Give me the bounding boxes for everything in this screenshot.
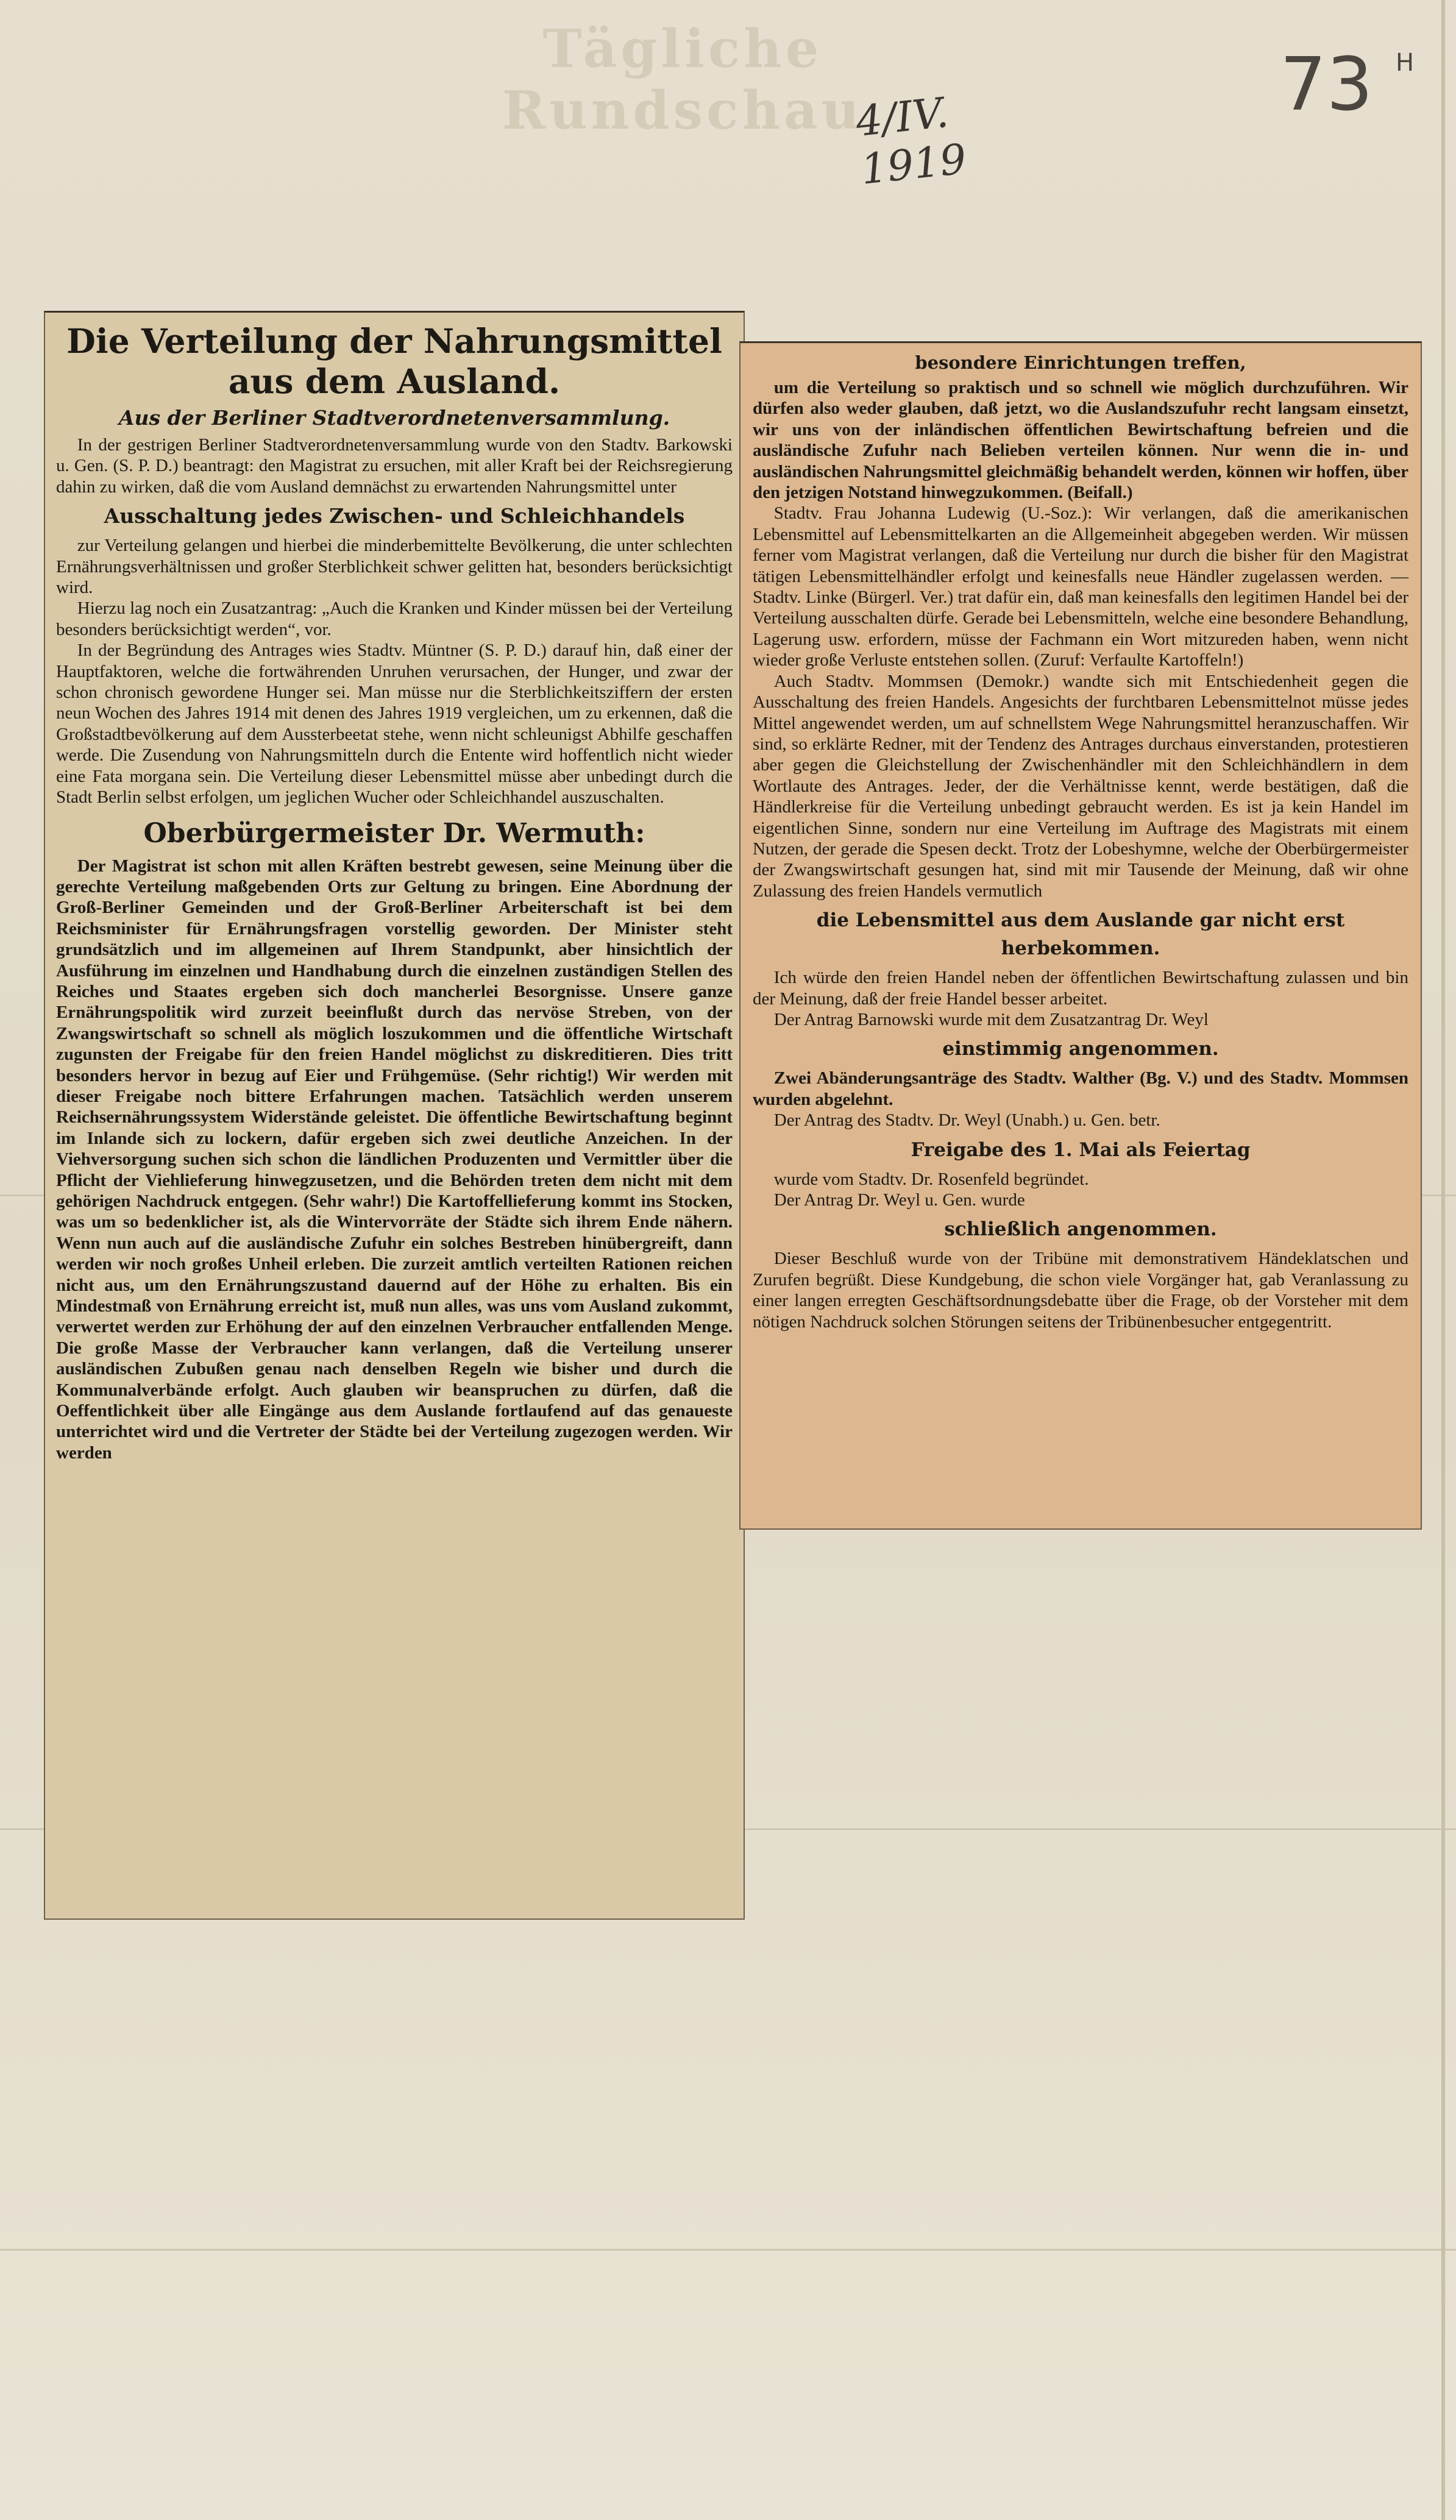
paragraph: Hierzu lag noch ein Zusatzantrag: „Auch die Kranken und Kinder müssen bei der Verteilung besonders berücksichtigt werden“, vor.: [56, 598, 733, 639]
paragraph: In der gestrigen Berliner Stadtverordnetenversammlung wurde von den Stadtv. Barkowski u. Gen. (S. P. D.) beantragt: den Magistrat zu ersuchen, mit aller Kraft bei der Reichsregierung dahin zu wirken, daß die vom Ausland demnächst zu erwartenden Nahrungsmittel unter: [56, 435, 733, 497]
folio-number: 73: [1280, 43, 1373, 127]
interheading: Ausschaltung jedes Zwischen- und Schleichhandels: [104, 504, 685, 528]
folio-superscript: H: [1396, 49, 1415, 77]
continuation-line: besondere Einrichtungen treffen,: [915, 352, 1246, 373]
paragraph: um die Verteilung so praktisch und so schnell wie möglich durchzuführen. Wir dürfen also weder glauben, daß jetzt, wo die Auslandszufuhr recht langsam einsetzt, wir uns von der inländischen öffentlichen Bewirtschaftung befreien und die ausländische Zufuhr nach Belieben verteilen können. Nur wenn die in- und ausländischen Nahrungsmittel gleichmäßig behandelt werden, können wir hoffen, über den jetzigen Notstand hinwegzukommen. (Beifall.): [753, 378, 1408, 503]
newspaper-masthead: Tägliche Rundschau: [502, 18, 864, 141]
section-heading: Oberbürgermeister Dr. Wermuth:: [143, 817, 645, 849]
sheet-edge: [1441, 0, 1445, 2520]
paragraph: Dieser Beschluß wurde von der Tribüne mit demonstrativem Händeklatschen und Zurufen begrüßt. Diese Kundgebung, die schon viele Vorgänger hat, gab Veranlassung zu einer langen erregten Geschäftsordnungsdebatte über die Frage, ob der Vorsteher mit dem nötigen Nachdruck solchen Störungen seitens der Tribünenbesucher entgegentritt.: [753, 1249, 1408, 1332]
paragraph: Stadtv. Frau Johanna Ludewig (U.-Soz.): Wir verlangen, daß die amerikanischen Lebensmittel auf Lebensmittelkarten an die Allgemeinheit abgegeben werden. Wir müssen ferner vom Magistrat verlangen, daß die Verteilung nur durch die bisher für den Magistrat tätigen Lebensmittelhändler erfolgt und keinesfalls neue Händler zugelassen werden. — Stadtv. Linke (Bürgerl. Ver.) trat dafür ein, daß man keinesfalls den legitimen Handel bei der Verteilung ausschalten dürfe. Gerade bei Lebensmitteln, welche eine besondere Behandlung, Lagerung usw. erfordern, müsse der Fachmann ein Wort mitzureden haben, wenn nicht wieder große Verluste entstehen sollen. (Zuruf: Verfaulte Kartoffeln!): [753, 503, 1408, 670]
paragraph: Der Antrag des Stadtv. Dr. Weyl (Unabh.) u. Gen. betr.: [773, 1110, 1160, 1130]
emphasis-line: Freigabe des 1. Mai als Feiertag: [911, 1138, 1251, 1161]
paragraph: Der Antrag Barnowski wurde mit dem Zusatzantrag Dr. Weyl: [773, 1009, 1209, 1029]
emphasis-line: schließlich angenommen.: [944, 1218, 1217, 1241]
emphasis-line: einstimmig angenommen.: [942, 1038, 1219, 1060]
paragraph: In der Begründung des Antrages wies Stadtv. Müntner (S. P. D.) darauf hin, daß einer der Hauptfaktoren, welche die fortwährenden Unruhen verursachen, der Hunger, und zwar der schon chronisch gewordene Hunger sei. Man müsse nur die Sterblichkeitsziffern der ersten neun Wochen des Jahres 1914 mit denen des Jahres 1919 vergleichen, um zu erkennen, daß die Großstadtbevölkerung auf dem Aussterbeetat stehe, wenn nicht schleunigst Abhilfe geschaffen werde. Die Zusendung von Nahrungsmitteln durch die Entente wird hoffentlich nicht wieder eine Fata morgana sein. Die Verteilung dieser Lebensmittel müsse aber unbedingt durch die Stadt Berlin selbst erfolgen, um jeglichen Wucher oder Schleichhandel auszuschalten.: [56, 641, 733, 807]
paragraph: Der Antrag Dr. Weyl u. Gen. wurde: [773, 1190, 1025, 1210]
paragraph: Der Magistrat ist schon mit allen Kräften bestrebt gewesen, seine Meinung über die gerechte Verteilung maßgebenden Orts zur Geltung zu bringen. Eine Abordnung der Groß-Berliner Gemeinden und der Groß-Berliner Arbeiterschaft ist bei dem Reichsminister für Ernährungsfragen vorstellig geworden. Der Minister steht grundsätzlich und im allgemeinen auf Ihrem Standpunkt, aber hinsichtlich der Ausführung im einzelnen und Handhabung durch die einzelnen zuständigen Stellen des Reiches und Staates ergeben sich doch mancherlei Besorgnisse. Unsere ganze Ernährungspolitik wird zurzeit beeinflußt durch das nervöse Streben, von der Zwangswirtschaft so schnell als möglich loszukommen und die öffentliche Wirtschaft zugunsten der Freigabe für den freien Handel möglichst zu diskreditieren. Dies tritt besonders hervor in bezug auf Eier und Frühgemüse. (Sehr richtig!) Wir werden mit dieser Freigabe noch bittere Erfahrungen machen. Tatsächlich werden unserem Reichsernährungssystem Widerstände geleistet. Die öffentliche Bewirtschaftung beginnt im Inlande sich zu lockern, dafür ergeben sich zwei deutliche Anzeichen. In der Viehversorgung suchen sich schon die ländlichen Produzenten und Vermittler über die Pflicht der Viehlieferung hinwegzusetzen, und die Behörden treten dem nicht mit dem gehörigen Nachdruck entgegen. (Sehr wahr!) Die Kartoffellieferung kommt ins Stocken, was um so bedenklicher ist, als die Wintervorräte der Städte sich ihrem Ende nähern. Wenn nun auch auf die ausländische Zufuhr ein solches Bestreben hinübergreift, dann werden wir noch großes Unheil erleben. Die zurzeit amtlich verteilten Rationen reichen nicht aus, um den Ernährungszustand dauernd auf der Höhe zu erhalten. Bis ein Mindestmaß von Ernährung erreicht ist, muß nun alles, was uns vom Ausland zukommt, verwertet werden zur Erhöhung der auf den einzelnen Verbraucher entfallenden Menge. Die große Masse der Verbraucher kann verlangen, daß die Verteilung unserer ausländischen Zubußen genau nach denselben Regeln wie bisher und durch die Kommunalverbände erfolgt. Auch glauben wir beanspruchen zu dürfen, daß die Oeffentlichkeit über alle Eingänge aus dem Auslande fortlaufend auf das genaueste unterrichtet wird und die Vertreter der Städte bei der Verteilung zugezogen werden. Wir werden: [56, 856, 733, 1463]
emphasis-line: die Lebensmittel aus dem Auslande gar nicht erst herbekommen.: [816, 909, 1345, 960]
clipping-right: [739, 341, 1422, 1530]
paragraph: zur Verteilung gelangen und hierbei die minderbemittelte Bevölkerung, die unter schlechten Ernährungsverhältnissen und großer Sterblichkeit schwer gelitten hat, besonders berücksichtigt wird.: [56, 536, 733, 598]
article-headline: Die Verteilung der Nahrungsmittel aus dem Ausland.: [66, 321, 722, 401]
clipping-left: [44, 311, 745, 1920]
paragraph: Ich würde den freien Handel neben der öffentlichen Bewirtschaftung zulassen und bin der Meinung, daß der freie Handel besser arbeitet.: [753, 968, 1408, 1009]
article-subhead: Aus der Berliner Stadtverordnetenversammlung.: [118, 406, 670, 430]
paragraph: Auch Stadtv. Mommsen (Demokr.) wandte sich mit Entschiedenheit gegen die Ausschaltung des freien Handels. Angesichts der furchtbaren Lebensmittelnot müsse jedes Mittel angewendet werden, um auf schnellstem Wege Nahrungsmittel heranzuschaffen. Wir sind, so erklärte Redner, mit der Tendenz des Antrages durchaus einverstanden, protestieren aber gegen die Gleichstellung der Zwischenhändler mit den Schleichhändlern in dem Wortlaute des Antrages. Jeder, der die Verhältnisse kennt, werde bestätigen, daß die Händlerkreise für die Verteilung unbedingt gebraucht werden. Es ist ja kein Handel im eigentlichen Sinne, sondern nur eine Verteilung im Auftrage des Magistrats mit einem Nutzen, der gerade die Spesen deckt. Trotz der Lobeshymne, welche der Oberbürgermeister der Zwangswirtschaft gesungen hat, sind mit mir Tausende der Meinung, daß wir ohne Zulassung des freien Handels vermutlich: [753, 671, 1408, 901]
paragraph: Zwei Abänderungsanträge des Stadtv. Walther (Bg. V.) und des Stadtv. Mommsen wurden abgelehnt.: [753, 1068, 1408, 1109]
handwritten-date: 4/IV. 1919: [853, 88, 969, 194]
fold-line: [0, 2249, 1456, 2251]
paragraph: wurde vom Stadtv. Dr. Rosenfeld begründet.: [773, 1169, 1089, 1189]
